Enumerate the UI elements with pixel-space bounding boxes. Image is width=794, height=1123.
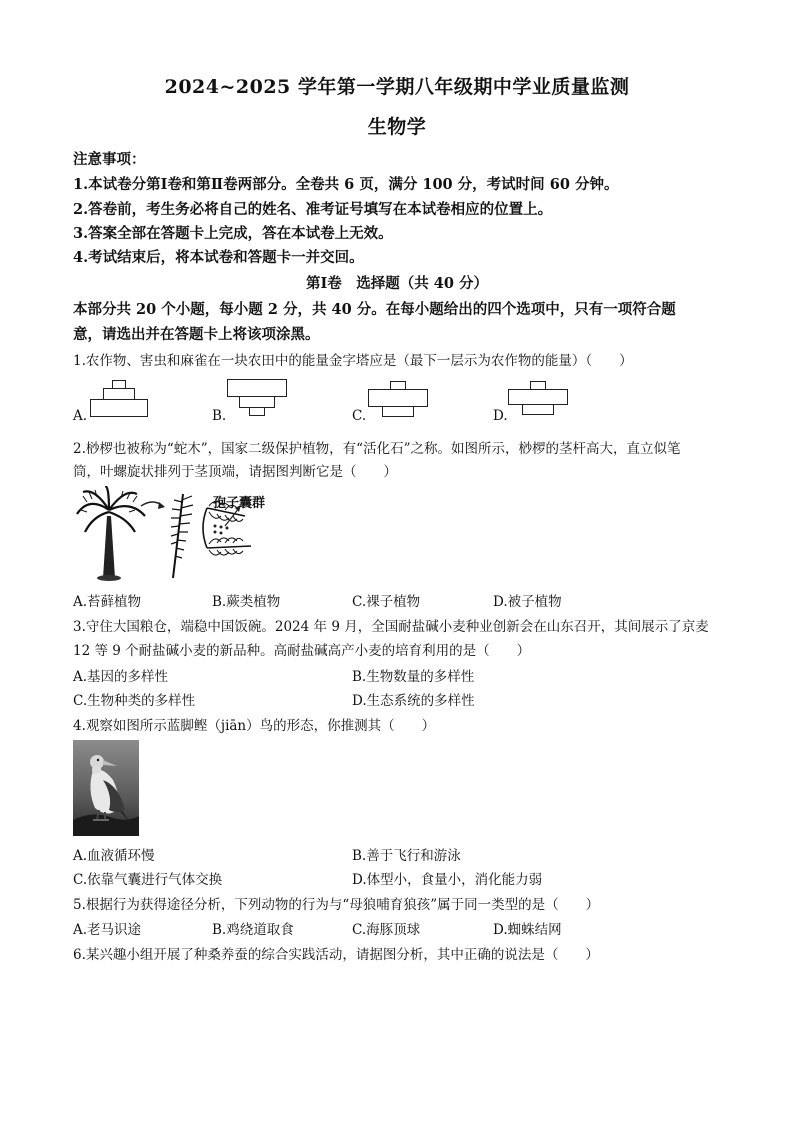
q3-option-c: C.生物种类的多样性 — [73, 693, 196, 709]
note-item-1: 1.本试卷分第Ⅰ卷和第Ⅱ卷两部分。全卷共 6 页，满分 100 分，考试时间 60 分钟。 — [73, 176, 619, 193]
q5-option-b: B.鸡绕道取食 — [212, 922, 294, 938]
q1-option-a-label: A. — [73, 408, 88, 424]
q3-option-b: B.生物数量的多样性 — [352, 669, 475, 685]
note-item-3: 3.答案全部在答题卡上完成，答在本试卷上无效。 — [73, 225, 393, 242]
notes-heading: 注意事项： — [73, 151, 146, 168]
q2-stem-line2: 筒，叶螺旋状排列于茎顶端，请据图判断它是（ ） — [73, 464, 397, 480]
exam-title: 2024~2025 学年第一学期八年级期中学业质量监测 — [164, 76, 630, 98]
q2-option-a: A.苔藓植物 — [73, 594, 142, 610]
q3-stem-line1: 3.守住大国粮仓，端稳中国饭碗。2024 年 9 月，全国耐盐碱小麦种业创新会在山东召开，其间展示了京麦 — [73, 619, 709, 635]
q2-option-b: B.蕨类植物 — [212, 594, 281, 610]
q6-stem: 6.某兴趣小组开展了种桑养蚕的综合实践活动，请据图分析，其中正确的说法是（ ） — [73, 947, 599, 963]
q1-option-c-label: C. — [352, 408, 367, 424]
q4-option-a: A.血液循环慢 — [73, 848, 155, 864]
q5-option-d: D.蜘蛛结网 — [493, 922, 562, 938]
q5-option-c: C.海豚顶球 — [352, 922, 421, 938]
q4-option-d: D.体型小，食量小，消化能力弱 — [352, 872, 543, 888]
q1-stem: 1.农作物、害虫和麻雀在一块农田中的能量金字塔应是（最下一层示为农作物的能量）（ ） — [73, 353, 633, 369]
q3-stem-line2: 12 等 9 个耐盐碱小麦的新品种。高耐盐碱高产小麦的培育利用的是（ ） — [73, 643, 531, 659]
q4-option-b: B.善于飞行和游泳 — [352, 848, 461, 864]
section-title: 第Ⅰ卷 选择题（共 40 分） — [305, 275, 489, 292]
section-intro-line2: 意，请选出并在答题卡上将该项涂黑。 — [73, 326, 320, 343]
q5-option-a: A.老马识途 — [73, 922, 142, 938]
q2-figure-label: 孢子囊群 — [213, 496, 266, 511]
q3-option-a: A.基因的多样性 — [73, 669, 169, 685]
note-item-2: 2.答卷前，考生务必将自己的姓名、准考证号填写在本试卷相应的位置上。 — [73, 201, 553, 218]
q4-option-c: C.依靠气囊进行气体交换 — [73, 872, 223, 888]
q2-option-d: D.被子植物 — [493, 594, 562, 610]
note-item-4: 4.考试结束后，将本试卷和答题卡一并交回。 — [73, 249, 364, 266]
q4-stem: 4.观察如图所示蓝脚鲣（jiān）鸟的形态，你推测其（ ） — [73, 718, 436, 734]
section-intro-line1: 本部分共 20 个小题，每小题 2 分，共 40 分。在每小题给出的四个选项中，只有一项符合题 — [73, 301, 676, 318]
booby-bird-photo — [73, 740, 139, 836]
q2-stem-line1: 2.桫椤也被称为“蛇木”，国家二级保护植物，有“活化石”之称。如图所示，桫椤的茎杆高大，直立似笔 — [73, 441, 681, 457]
q2-option-c: C.裸子植物 — [352, 594, 421, 610]
q5-stem: 5.根据行为获得途径分析，下列动物的行为与“母狼哺育狼孩”属于同一类型的是（ ） — [73, 897, 600, 913]
subject-title: 生物学 — [367, 116, 427, 138]
q1-option-b-label: B. — [212, 408, 227, 424]
q3-option-d: D.生态系统的多样性 — [352, 693, 475, 709]
q1-option-d-label: D. — [493, 408, 508, 424]
